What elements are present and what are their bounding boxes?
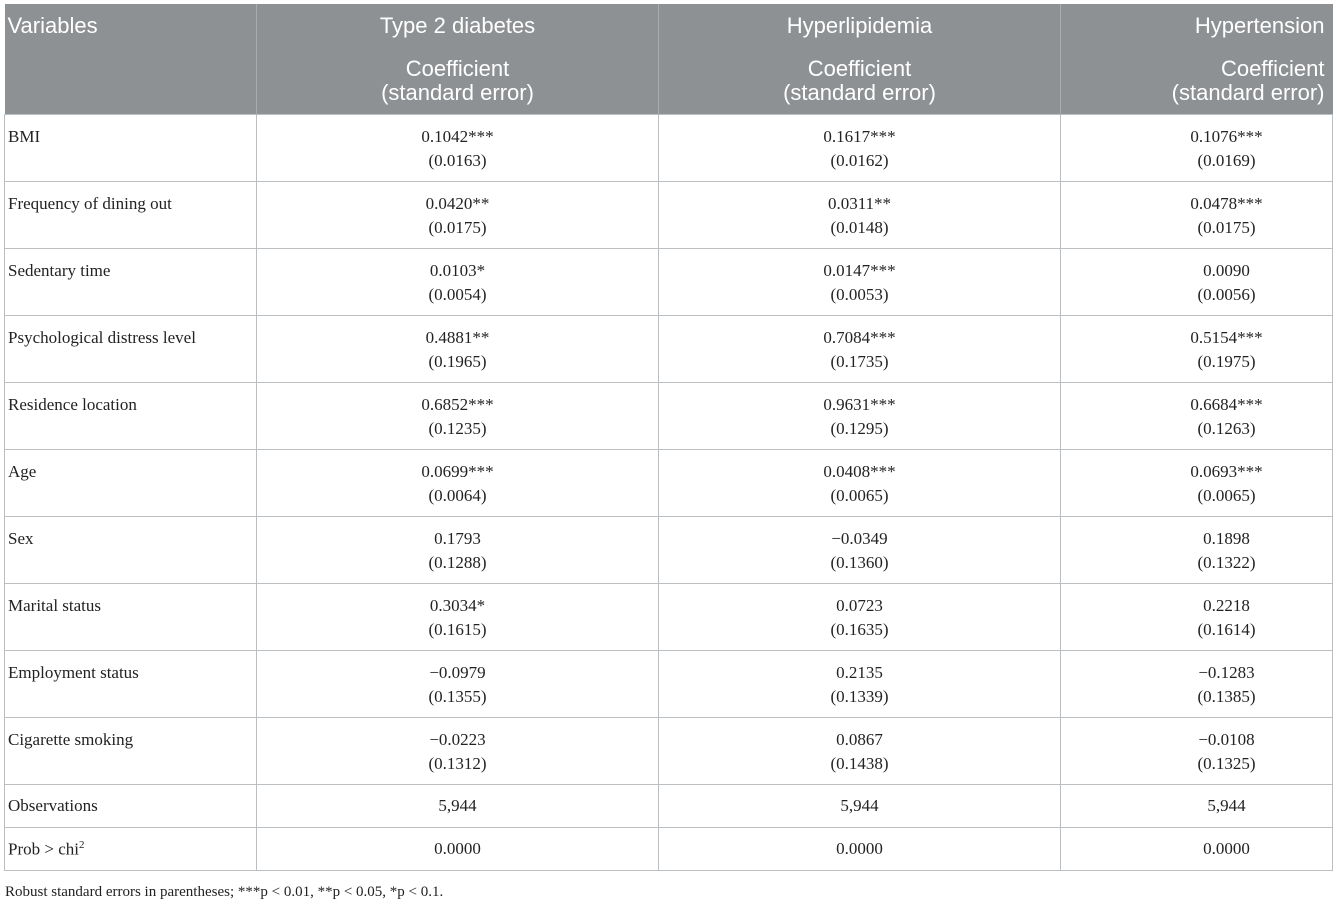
coefficient-cell [1061, 383, 1333, 450]
coefficient-cell [659, 718, 1061, 785]
coefficient-value: 0.9631*** [823, 395, 896, 414]
row-label [5, 584, 257, 651]
standard-error-value: (0.1339) [830, 687, 889, 706]
coefficient-cell [257, 517, 659, 584]
prob-chi2-value: 0.0000 [1061, 828, 1333, 871]
standard-error-value: (0.0065) [830, 486, 889, 505]
header-row [5, 4, 1333, 48]
row-label-text: Frequency of dining out [8, 194, 172, 213]
table-row [5, 182, 1333, 249]
cell-content [257, 450, 658, 508]
standard-error-value: (0.0065) [1197, 486, 1256, 505]
cell-content [1121, 115, 1332, 173]
coefficient-cell [257, 249, 659, 316]
coefficient-value: 0.1076*** [1190, 127, 1263, 146]
standard-error-value: (0.1312) [428, 754, 487, 773]
standard-error-value: (0.1635) [830, 620, 889, 639]
row-label-text: Sedentary time [8, 261, 111, 280]
coefficient-value: 0.0103* [429, 261, 486, 280]
coefficient-value: 0.0699*** [421, 462, 494, 481]
row-label-text: BMI [8, 127, 41, 146]
regression-table-container [4, 4, 1332, 871]
coefficient-cell [659, 584, 1061, 651]
coefficient-cell [1061, 249, 1333, 316]
standard-error-value: (0.0162) [830, 151, 889, 170]
standard-error-value: (0.0054) [428, 285, 487, 304]
standard-error-value: (0.1325) [1197, 754, 1256, 773]
coefficient-value: 0.6852*** [421, 395, 494, 414]
coefficient-value: 0.0723 [836, 596, 883, 615]
coefficient-value: −0.0108 [1198, 730, 1255, 749]
header-type2-diabetes: Type 2 diabetes [257, 4, 659, 48]
coefficient-cell [659, 383, 1061, 450]
subheader-line1: Coefficient [1220, 56, 1325, 81]
coefficient-cell [1061, 584, 1333, 651]
standard-error-value: (0.0175) [1197, 218, 1256, 237]
cell-content [1121, 316, 1332, 374]
subheader-line2: (standard error) [1171, 80, 1325, 105]
row-label [5, 182, 257, 249]
coefficient-value: 0.1898 [1203, 529, 1250, 548]
subheader-row [5, 48, 1333, 115]
prob-chi2-label-main: Prob > chi [8, 839, 79, 859]
header-hyperlipidemia: Hyperlipidemia [659, 4, 1061, 48]
row-label [5, 651, 257, 718]
cell-content [257, 651, 658, 709]
subheader-line2: (standard error) [783, 80, 936, 105]
row-label [5, 450, 257, 517]
subheader-empty [5, 48, 257, 115]
row-label-text: Employment status [8, 663, 139, 682]
standard-error-value: (0.0148) [830, 218, 889, 237]
subheader-line2: (standard error) [381, 80, 534, 105]
cell-content [257, 316, 658, 374]
coefficient-cell [1061, 115, 1333, 182]
coefficient-cell [257, 115, 659, 182]
coefficient-cell [659, 182, 1061, 249]
cell-content [659, 115, 1060, 173]
standard-error-value: (0.1235) [428, 419, 487, 438]
observations-label: Observations [5, 785, 257, 828]
standard-error-value: (0.1385) [1197, 687, 1256, 706]
coefficient-value: 0.0311** [827, 194, 892, 213]
standard-error-value: (0.0053) [830, 285, 889, 304]
coefficient-cell [257, 718, 659, 785]
subheader-line1: Coefficient [405, 56, 510, 81]
coefficient-value: −0.0979 [429, 663, 486, 682]
table-row [5, 383, 1333, 450]
coefficient-value: 0.0420** [425, 194, 490, 213]
coefficient-value: 0.1617*** [823, 127, 896, 146]
prob-chi2-label-superscript: 2 [78, 838, 85, 851]
cell-content [1121, 718, 1332, 776]
standard-error-value: (0.1322) [1197, 553, 1256, 572]
standard-error-value: (0.1614) [1197, 620, 1256, 639]
coefficient-cell [1061, 182, 1333, 249]
cell-content [659, 450, 1060, 508]
row-label [5, 718, 257, 785]
coefficient-value: −0.0349 [831, 529, 888, 548]
standard-error-value: (0.0163) [428, 151, 487, 170]
coefficient-cell [659, 316, 1061, 383]
cell-content [257, 249, 658, 307]
subheader-coefficient [659, 48, 1061, 115]
table-body [5, 115, 1333, 871]
coefficient-value: 0.5154*** [1190, 328, 1263, 347]
observations-value: 5,944 [257, 785, 659, 828]
cell-content [1121, 182, 1332, 240]
row-label [5, 115, 257, 182]
coefficient-cell [257, 651, 659, 718]
coefficient-cell [1061, 450, 1333, 517]
standard-error-value: (0.0064) [428, 486, 487, 505]
subheader-coefficient [257, 48, 659, 115]
standard-error-value: (0.0056) [1197, 285, 1256, 304]
coefficient-value: 0.0408*** [823, 462, 896, 481]
standard-error-value: (0.1355) [428, 687, 487, 706]
standard-error-value: (0.1438) [830, 754, 889, 773]
coefficient-cell [659, 450, 1061, 517]
cell-content [257, 517, 658, 575]
table-row [5, 450, 1333, 517]
row-label-text: Psychological distress level [8, 328, 196, 347]
coefficient-value: 0.3034* [429, 596, 486, 615]
coefficient-value: 0.0147*** [823, 261, 896, 280]
standard-error-value: (0.0175) [428, 218, 487, 237]
cell-content [659, 718, 1060, 776]
coefficient-value: 0.0478*** [1190, 194, 1263, 213]
cell-content [659, 249, 1060, 307]
coefficient-cell [257, 584, 659, 651]
row-label-text: Marital status [8, 596, 102, 615]
standard-error-value: (0.1735) [830, 352, 889, 371]
cell-content [659, 182, 1060, 240]
coefficient-cell [257, 383, 659, 450]
coefficient-value: 0.2135 [836, 663, 883, 682]
coefficient-cell [257, 450, 659, 517]
coefficient-cell [1061, 718, 1333, 785]
table-row [5, 651, 1333, 718]
coefficient-value: 0.1042*** [421, 127, 494, 146]
row-label [5, 383, 257, 450]
table-footnote: Robust standard errors in parentheses; ***p < 0.01, **p < 0.05, *p < 0.1. [5, 884, 444, 900]
header-hypertension: Hypertension [1061, 4, 1333, 48]
cell-content [659, 517, 1060, 575]
coefficient-cell [1061, 517, 1333, 584]
cell-content [257, 182, 658, 240]
standard-error-value: (0.1263) [1197, 419, 1256, 438]
cell-content [659, 651, 1060, 709]
cell-content [257, 584, 658, 642]
coefficient-value: 0.4881** [425, 328, 490, 347]
cell-content [1121, 383, 1332, 441]
row-label [5, 249, 257, 316]
coefficient-cell [659, 249, 1061, 316]
cell-content [659, 383, 1060, 441]
coefficient-cell [659, 651, 1061, 718]
row-label-text: Sex [8, 529, 34, 548]
coefficient-cell [257, 316, 659, 383]
coefficient-cell [257, 182, 659, 249]
coefficient-cell [1061, 651, 1333, 718]
cell-content [659, 584, 1060, 642]
cell-content [1121, 517, 1332, 575]
standard-error-value: (0.1295) [830, 419, 889, 438]
cell-content [1121, 584, 1332, 642]
coefficient-value: 0.0693*** [1190, 462, 1263, 481]
standard-error-value: (0.1975) [1197, 352, 1256, 371]
coefficient-value: 0.1793 [434, 529, 481, 548]
cell-content [257, 718, 658, 776]
table-row [5, 115, 1333, 182]
subheader-line1: Coefficient [807, 56, 912, 81]
coefficient-value: 0.2218 [1203, 596, 1250, 615]
prob-chi2-label [5, 828, 257, 871]
observations-value: 5,944 [1061, 785, 1333, 828]
coefficient-value: −0.0223 [429, 730, 486, 749]
coefficient-value: 0.0867 [836, 730, 883, 749]
row-label [5, 517, 257, 584]
cell-content [1121, 450, 1332, 508]
row-label-text: Age [8, 462, 37, 481]
coefficient-value: 0.6684*** [1190, 395, 1263, 414]
coefficient-cell [1061, 316, 1333, 383]
observations-value: 5,944 [659, 785, 1061, 828]
prob-chi2-value: 0.0000 [257, 828, 659, 871]
row-label [5, 316, 257, 383]
table-row [5, 584, 1333, 651]
coefficient-value: 0.0090 [1203, 261, 1250, 280]
observations-row [5, 785, 1333, 828]
subheader-coefficient [1061, 48, 1333, 115]
row-label-text: Residence location [8, 395, 137, 414]
coefficient-cell [659, 115, 1061, 182]
table-header [5, 4, 1333, 115]
header-variables: Variables [5, 4, 257, 48]
prob-chi2-value: 0.0000 [659, 828, 1061, 871]
cell-content [1121, 249, 1332, 307]
standard-error-value: (0.1615) [428, 620, 487, 639]
cell-content [1121, 651, 1332, 709]
regression-table [4, 4, 1333, 871]
cell-content [257, 383, 658, 441]
table-row [5, 316, 1333, 383]
table-row [5, 718, 1333, 785]
standard-error-value: (0.1288) [428, 553, 487, 572]
standard-error-value: (0.1360) [830, 553, 889, 572]
standard-error-value: (0.0169) [1197, 151, 1256, 170]
coefficient-value: 0.7084*** [823, 328, 896, 347]
standard-error-value: (0.1965) [428, 352, 487, 371]
table-row [5, 517, 1333, 584]
row-label-text: Cigarette smoking [8, 730, 134, 749]
prob-chi2-row [5, 828, 1333, 871]
table-row [5, 249, 1333, 316]
cell-content [659, 316, 1060, 374]
coefficient-cell [659, 517, 1061, 584]
coefficient-value: −0.1283 [1198, 663, 1255, 682]
cell-content [257, 115, 658, 173]
